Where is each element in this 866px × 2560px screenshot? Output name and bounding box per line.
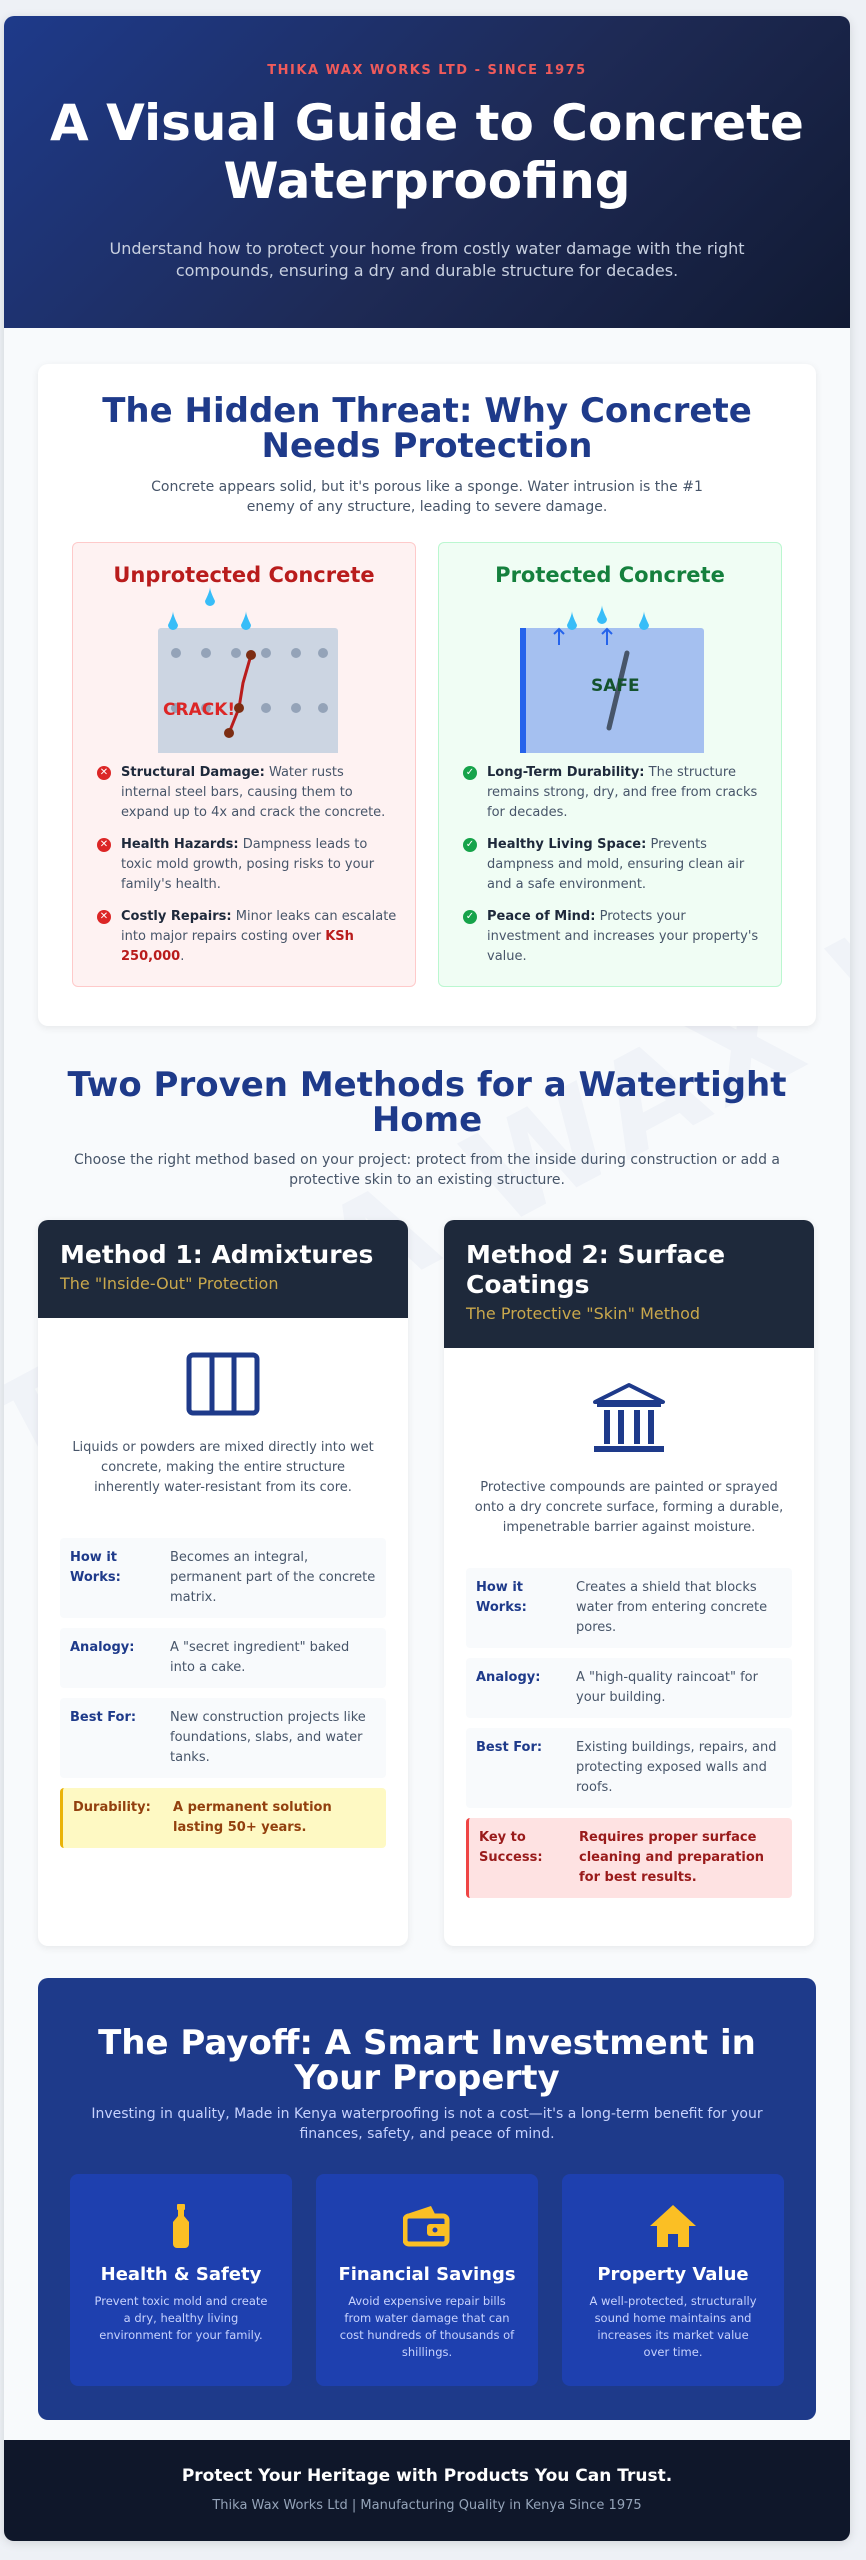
benefit-text: A well-protected, structurally sound home maintains and increases its market value over time. [589, 2294, 757, 2359]
threat-subtitle: Concrete appears solid, but it's porous like a sponge. Water intrusion is the #1 enemy of any structure, leading to severe damage. [151, 479, 703, 515]
unprotected-title: Unprotected Concrete [113, 563, 375, 587]
threat-section [38, 364, 816, 1026]
key-to-success-highlight: Key to Success: Requires proper surface cleaning and preparation for best results. [466, 1818, 792, 1898]
method-details [60, 1538, 386, 1858]
list-item: ✓ Peace of Mind: Protects your investment and increases your property's value. [463, 907, 763, 967]
method-title: Method 2: Surface Coatings [466, 1240, 726, 1299]
x-icon: ✕ [97, 766, 111, 780]
benefit-text: Prevent toxic mold and create a dry, healthy living environment for your family. [94, 2294, 268, 2342]
hero-subtitle: Understand how to protect your home from costly water damage with the right compounds, ensuring a dry and durable structure for decades. [109, 239, 745, 280]
house-icon [649, 2204, 697, 2248]
method-description: Protective compounds are painted or sprayed onto a dry concrete surface, forming a durable, impenetrable barrier against moisture. [474, 1480, 784, 1535]
footer-subtitle: Thika Wax Works Ltd | Manufacturing Quality in Kenya Since 1975 [212, 2498, 642, 2513]
benefit-text: Avoid expensive repair bills from water damage that can cost hundreds of thousands of shillings. [339, 2294, 515, 2359]
protected-panel [438, 542, 782, 987]
building-icon [591, 1382, 667, 1456]
protected-list [463, 763, 763, 979]
bottle-icon [171, 2204, 191, 2248]
method-description: Liquids or powders are mixed directly into wet concrete, making the entire structure inherently water-resistant from its core. [72, 1440, 374, 1495]
method-admixtures-card [38, 1220, 408, 1946]
method-details [466, 1568, 792, 1908]
safe-label: SAFE [591, 676, 640, 696]
detail-row: Best For: Existing buildings, repairs, and protecting exposed walls and roofs. [466, 1728, 792, 1808]
payoff-subtitle: Investing in quality, Made in Kenya waterproofing is not a cost—it's a long-term benefit for your finances, safety, and peace of mind. [91, 2106, 763, 2142]
unprotected-list [97, 763, 397, 979]
threat-title: The Hidden Threat: Why Concrete Needs Protection [102, 391, 752, 466]
method-coatings-card [444, 1220, 814, 1946]
detail-row: How it Works: Creates a shield that blocks water from entering concrete pores. [466, 1568, 792, 1648]
benefit-card-value [562, 2174, 784, 2386]
method-subtitle: The "Inside-Out" Protection [60, 1274, 279, 1293]
x-icon: ✕ [97, 910, 111, 924]
detail-row: Analogy: A "secret ingredient" baked into a cake. [60, 1628, 386, 1688]
protected-title: Protected Concrete [495, 563, 725, 587]
x-icon: ✕ [97, 838, 111, 852]
methods-subtitle: Choose the right method based on your project: protect from the inside during construction or add a protective skin to an existing structure. [74, 1152, 780, 1188]
methods-title: Two Proven Methods for a Watertight Home [67, 1065, 787, 1140]
benefit-card-savings [316, 2174, 538, 2386]
check-icon: ✓ [463, 910, 477, 924]
durability-highlight: Durability: A permanent solution lasting 50+ years. [60, 1788, 386, 1848]
method-subtitle: The Protective "Skin" Method [466, 1304, 701, 1323]
hero-kicker: THIKA WAX WORKS LTD - SINCE 1975 [267, 63, 587, 78]
payoff-title: The Payoff: A Smart Investment in Your Property [98, 2023, 756, 2098]
list-item: ✓ Long-Term Durability: The structure remains strong, dry, and free from cracks for decades. [463, 763, 763, 823]
method-header [444, 1220, 814, 1348]
benefit-title: Health & Safety [100, 2264, 262, 2285]
unprotected-panel [72, 542, 416, 987]
detail-row: Analogy: A "high-quality raincoat" for your building. [466, 1658, 792, 1718]
method-header [38, 1220, 408, 1318]
repair-cost: KSh 250,000 [121, 929, 354, 964]
benefit-title: Property Value [597, 2264, 749, 2285]
wallet-icon [403, 2204, 451, 2248]
hero-section [4, 16, 850, 328]
list-item: ✕ Structural Damage: Water rusts internal steel bars, causing them to expand up to 4x and crack the concrete. [97, 763, 397, 823]
list-item: ✓ Healthy Living Space: Prevents dampness and mold, ensuring clean air and a safe environment. [463, 835, 763, 895]
detail-row: How it Works: Becomes an integral, permanent part of the concrete matrix. [60, 1538, 386, 1618]
protected-concrete-illustration [509, 563, 709, 753]
check-icon: ✓ [463, 838, 477, 852]
check-icon: ✓ [463, 766, 477, 780]
crack-label: CRACK! [163, 700, 236, 720]
infographic-page [4, 16, 850, 2541]
footer-title: Protect Your Heritage with Products You Can Trust. [181, 2466, 673, 2486]
method-title: Method 1: Admixtures [60, 1240, 374, 1269]
benefit-title: Financial Savings [338, 2264, 516, 2285]
footer [4, 2440, 850, 2541]
hero-title: A Visual Guide to Concrete Waterproofing [50, 94, 804, 210]
cracked-concrete-illustration [143, 563, 343, 753]
list-item: ✕ Costly Repairs: Minor leaks can escalate into major repairs costing over KSh 250,000. [97, 907, 397, 967]
columns-icon [186, 1352, 260, 1416]
list-item: ✕ Health Hazards: Dampness leads to toxic mold growth, posing risks to your family's health. [97, 835, 397, 895]
payoff-section [38, 1978, 816, 2420]
benefit-card-health [70, 2174, 292, 2386]
detail-row: Best For: New construction projects like foundations, slabs, and water tanks. [60, 1698, 386, 1778]
